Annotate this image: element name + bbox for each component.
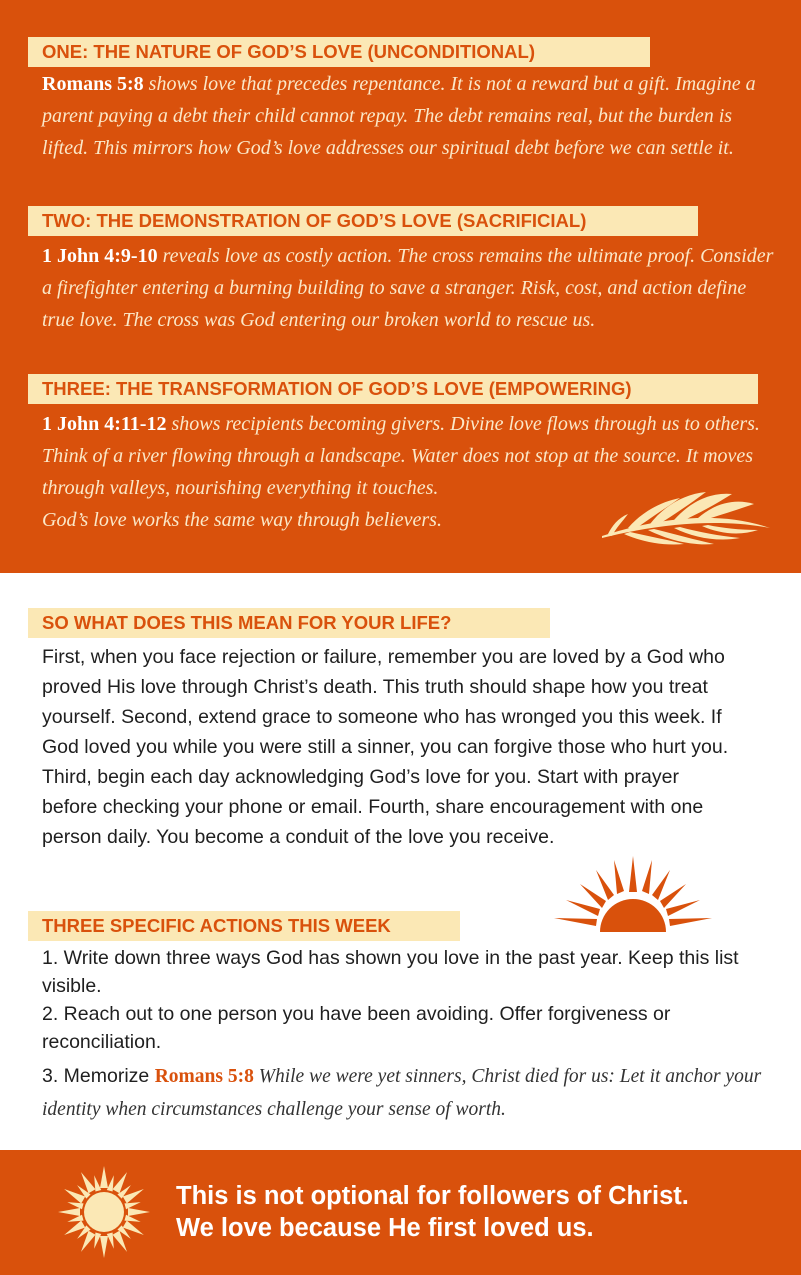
action-item-3 (42, 1060, 782, 1126)
section-one-body: shows love that precedes repentance. It is not a reward but a gift. Imagine a parent paying a debt their child cannot repay. The debt remains real, but the burden is lifted. This mirrors how God’s love addresses our spiritual debt before we can settle it. (42, 73, 756, 159)
footer-line-2: We love because He first loved us. (176, 1214, 594, 1242)
action-item-3-prefix: 3. Memorize (42, 1065, 155, 1087)
application-heading: SO WHAT DOES THIS MEAN FOR YOUR LIFE? (28, 608, 550, 638)
action-item-3-reference: Romans 5:8 (154, 1066, 254, 1087)
section-two-reference: 1 John 4:9-10 (42, 245, 158, 267)
section-two-body: reveals love as costly action. The cross remains the ultimate proof. Consider a firefighter entering a burning building to save a stranger. Risk, cost, and action define true love. The cross was God entering our broken world to rescue us. (42, 245, 774, 331)
action-item-1: 1. Write down three ways God has shown you love in the past year. Keep this list visible. (42, 947, 739, 997)
section-one-heading: ONE: THE NATURE OF GOD’S LOVE (UNCONDITIONAL) (28, 37, 650, 67)
footer-line-1: This is not optional for followers of Christ. (176, 1182, 689, 1210)
actions-heading: THREE SPECIFIC ACTIONS THIS WEEK (28, 911, 460, 941)
application-text: First, when you face rejection or failure, remember you are loved by a God who proved His love through Christ’s death. This truth should shape how you treat yourself. Second, extend grace to someone who has wronged you this week. If God loved you while you were still a sinner, you can forgive those who hurt you. Third, begin each day acknowledging God’s love for you. Start with prayer before checking your phone or email. Fourth, share encouragement with one person daily. You become a conduit of the love you receive. (42, 646, 729, 848)
section-two-heading: TWO: THE DEMONSTRATION OF GOD’S LOVE (SACRIFICIAL) (28, 206, 698, 236)
action-item-3-quote: While we were yet sinners, Christ died for us: Let it anchor your identity when circumstances challenge your sense of worth. (42, 1066, 762, 1120)
section-three-reference: 1 John 4:11-12 (42, 413, 167, 435)
section-three-body: shows recipients becoming givers. Divine love flows through us to others. Think of a river flowing through a landscape. Water does not stop at the source. It moves through valleys, nourishing everything it touches. (42, 413, 760, 499)
section-one-reference: Romans 5:8 (42, 73, 144, 95)
footer-message (176, 1180, 786, 1244)
sunburst-icon (52, 1164, 156, 1260)
section-one-text (42, 68, 782, 164)
section-two-text (42, 240, 782, 336)
section-three-closing: God’s love works the same way through believers. (42, 509, 442, 531)
wheat-leaf-icon (598, 488, 774, 550)
section-three-heading: THREE: THE TRANSFORMATION OF GOD’S LOVE (EMPOWERING) (28, 374, 758, 404)
action-item-2: 2. Reach out to one person you have been avoiding. Offer forgiveness or reconciliation. (42, 1003, 671, 1053)
rising-sun-icon (550, 854, 716, 934)
